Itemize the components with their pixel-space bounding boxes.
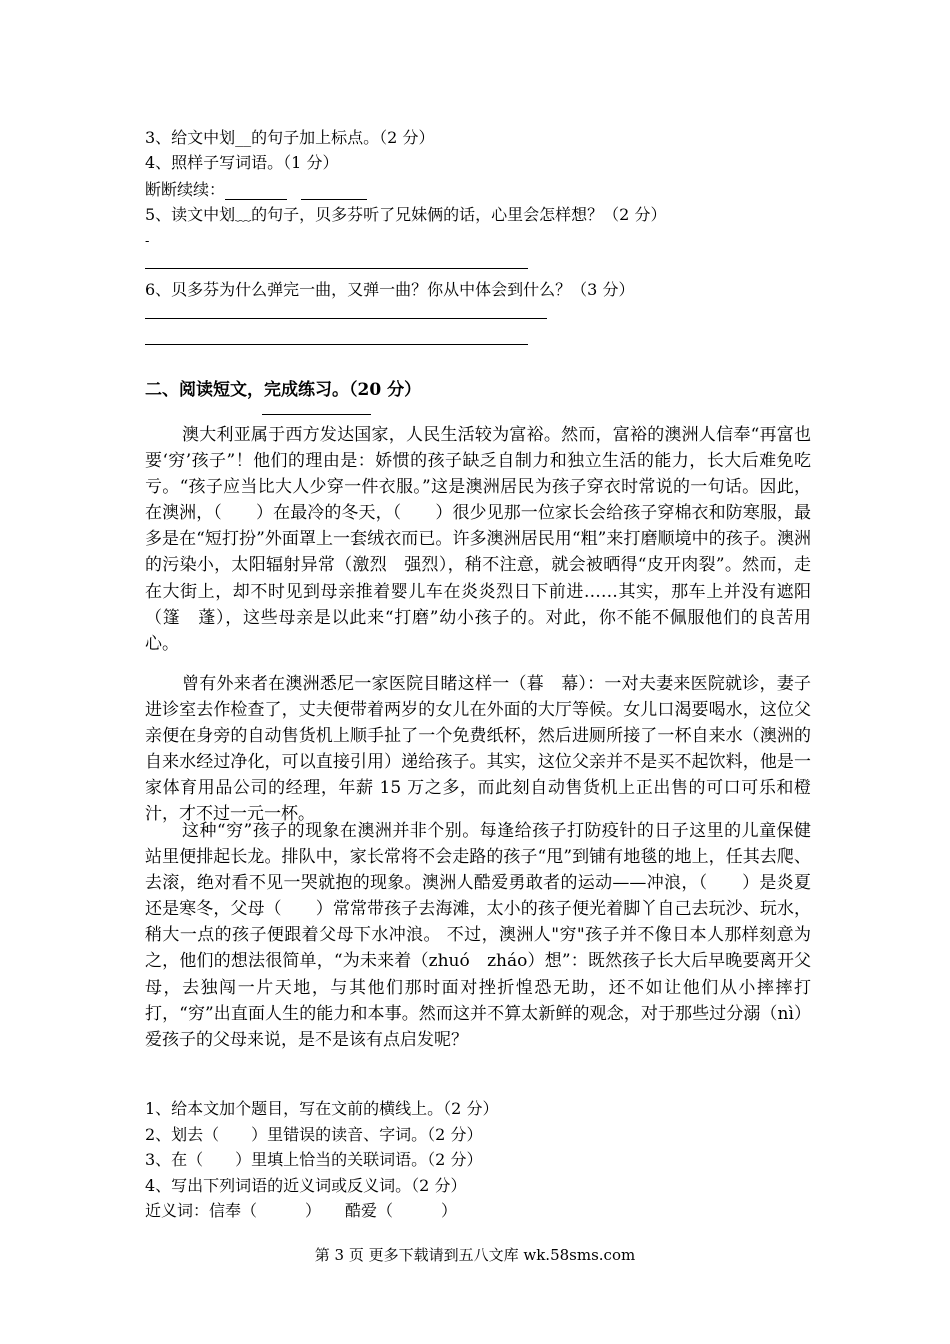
s2-question-1: 1、给本文加个题目，写在文前的横线上。（2 分） xyxy=(145,1099,499,1118)
question-6: 6、贝多芬为什么弹完一曲，又弹一曲？你从中体会到什么？（3 分） xyxy=(145,280,635,299)
question-4-example xyxy=(145,177,367,200)
s2-question-2: 2、划去（ ）里错误的读音、字词。（2 分） xyxy=(145,1125,483,1144)
s2-question-3: 3、在（ ）里填上恰当的关联词语。（2 分） xyxy=(145,1150,483,1169)
page-footer: 第 3 页 更多下载请到五八文库 wk.58sms.com xyxy=(314,1246,636,1264)
s2-question-4-synonyms: 近义词：信奉（ ） 酷爱（ ） xyxy=(145,1201,458,1220)
answer-line-q5[interactable] xyxy=(145,268,528,269)
answer-blank-2[interactable] xyxy=(301,180,367,200)
s2-question-4: 4、写出下列词语的近义词或反义词。（2 分） xyxy=(145,1176,467,1195)
passage-paragraph-2: 曾有外来者在澳洲悉尼一家医院目睹这样一（暮 幕）：一对夫妻来医院就诊，妻子进诊室去作检查了，丈夫便带着两岁的女儿在外面的大厅等候。女儿口渴要喝水，这位父亲便在身旁的自动售货机上顺手扯了一个免费纸杯，然后进厕所接了一杯自来水（澳洲的自来水经过净化，可以直接引用）递给孩子。其实，这位父亲并不是买不起饮料，他是一家体育用品公司的经理，年薪 15 万之多，而此刻自动售货机上正出售的可口可乐和橙汁，才不过一元一杯。 xyxy=(145,674,811,825)
question-5-mark: - xyxy=(145,234,150,249)
answer-blank-1[interactable] xyxy=(225,180,287,200)
passage-paragraph-3: 这种“穷”孩子的现象在澳洲并非个别。每逢给孩子打防疫针的日子这里的儿童保健站里便排起长龙。排队中，家长常将不会走路的孩子“甩”到铺有地毯的地上，任其去爬、去滚，绝对看不见一哭就抱的现象。澳洲人酷爱勇敢者的运动——冲浪，（ ）是炎夏还是寒冬，父母（ ）常常带孩子去海滩，太小的孩子便光着脚丫自己去玩沙、玩水，稍大一点的孩子便跟着父母下水冲浪。 不过，澳洲人"穷"孩子并不像日本人那样刻意为之，他们的想法很简单，“为未来着（zhuó zháo）想”：既然孩子长大后早晚要离开父母，去独闯一片天地，与其他们那时面对挫折惶恐无助，还不如让他们从小摔摔打打，“穷”出直面人生的能力和本事。然而这并不算太新鲜的观念，对于那些过分溺（nì）爱孩子的父母来说，是不是该有点启发呢？ xyxy=(145,821,811,1050)
passage-paragraph-1: 澳大利亚属于西方发达国家，人民生活较为富裕。然而，富裕的澳洲人信奉“再富也要‘穷’孩子”！他们的理由是：娇惯的孩子缺乏自制力和独立生活的能力，长大后难免吃亏。“孩子应当比大人少穿一件衣服。”这是澳洲居民为孩子穿衣时常说的一句话。因此，在澳洲，（ ）在最冷的冬天，（ ）很少见那一位家长会给孩子穿棉衣和防寒服，最多是在“短打扮”外面罩上一套绒衣而已。许多澳洲居民用“粗”来打磨顺境中的孩子。澳洲的污染小，太阳辐射异常（激烈 强烈），稍不注意，就会被晒得“皮开肉裂”。然而，走在大街上，却不时见到母亲推着婴儿车在炎炎烈日下前进……其实，那车上并没有遮阳（篷 蓬），这些母亲是以此来“打磨”幼小孩子的。对此，你不能不佩服他们的良苦用心。 xyxy=(145,425,811,654)
question-3: 3、给文中划__的句子加上标点。（2 分） xyxy=(145,128,435,147)
title-blank-line[interactable] xyxy=(262,414,371,415)
answer-line-q6-2[interactable] xyxy=(145,344,528,345)
answer-line-q6-1[interactable] xyxy=(145,318,547,319)
section-heading: 二、阅读短文，完成练习。（20 分） xyxy=(145,380,422,400)
example-word: 断断续续： xyxy=(145,180,226,199)
question-4: 4、照样子写词语。（1 分） xyxy=(145,153,339,172)
question-5: 5、读文中划﹏的句子，贝多芬听了兄妹俩的话，心里会怎样想？（2 分） xyxy=(145,205,667,224)
